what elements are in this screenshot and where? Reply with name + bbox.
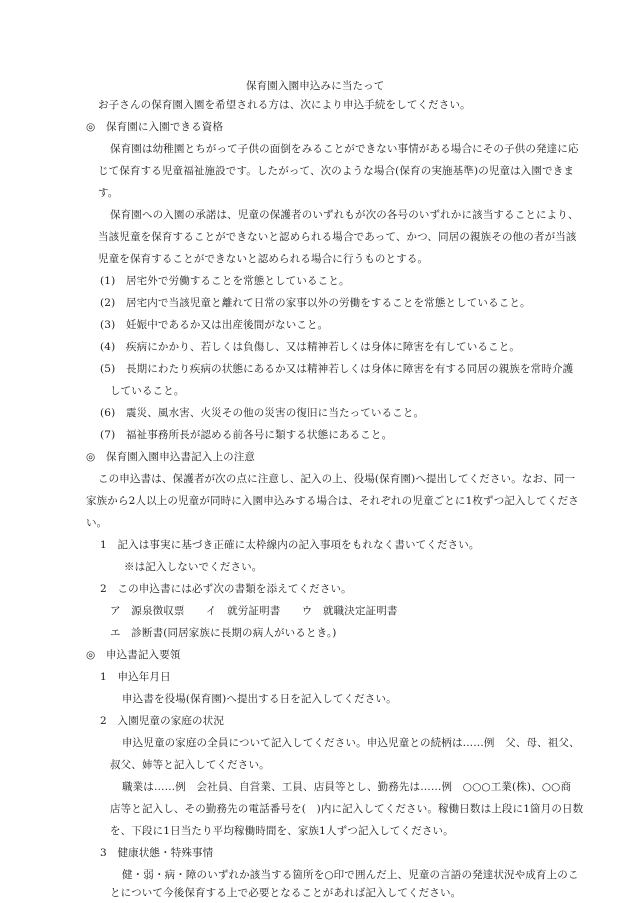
note-item: 2 この申込書には必ず次の書類を添えてください。 — [100, 583, 352, 595]
paragraph-line: じて保育する児童福祉施設です。したがって、次のような場合(保育の実施基準)の児童は入園できま — [98, 165, 575, 177]
note-item: 1 記入は事実に基づき正確に太枠線内の記入事項をもれなく書いてください。 — [100, 539, 480, 551]
list-item-continuation: していること。 — [110, 385, 185, 397]
paragraph-line: い。 — [86, 517, 108, 529]
list-item: (6) 震災、風水害、火災その他の災害の復旧に当たっていること。 — [100, 407, 425, 419]
required-documents-row: エ 診断書(同居家族に長期の病人がいるとき。) — [110, 627, 337, 639]
paragraph-line: 保育園は幼稚園とちがって子供の面倒をみることができない事情がある場合にその子供の発達に応 — [110, 143, 579, 155]
instruction-title: 3 健康状態・特殊事情 — [100, 847, 214, 859]
list-item: (7) 福祉事務所長が認める前各号に類する状態にあること。 — [100, 429, 393, 441]
list-item: (5) 長期にわたり疾病の状態にあるか又は精神若しくは身体に障害を有する同居の親族を常時介護 — [100, 363, 574, 375]
instruction-title: 2 入園児童の家庭の状況 — [100, 715, 224, 727]
page-title: 保育園入園申込みに当たって — [246, 80, 385, 92]
instruction-text: 叔父、姉等と記入してください。 — [110, 759, 270, 771]
instruction-text: 健・弱・病・障のいずれか該当する箇所を○印で囲んだ上、児童の言語の発達状況や成育上のこ — [122, 869, 579, 881]
list-item: (3) 妊娠中であるか又は出産後間がないこと。 — [100, 319, 329, 331]
section-heading-form-notes: ◎ 保育園入園申込書記入上の注意 — [86, 451, 256, 463]
list-item: (1) 居宅外で労働することを常態としていること。 — [100, 275, 350, 287]
list-item: (2) 居宅内で当該児童と離れて日常の家事以外の労働をすることを常態としていること。 — [100, 297, 531, 309]
instruction-text: とについて今後保育する上で必要となることがあれば記入してください。 — [110, 887, 462, 899]
paragraph-line: この申込書は、保護者が次の点に注意し、記入の上、役場(保育園)へ提出してください。なお、同一 — [98, 473, 576, 485]
paragraph-line: す。 — [98, 187, 119, 199]
instruction-text: 申込児童の家庭の全員について記入してください。申込児童との続柄は……例 父、母、祖父、 — [122, 737, 580, 749]
instruction-text: 店等と記入し、その勤務先の電話番号を( )内に記入してください。稼働日数は上段に1箇月の日数 — [110, 803, 584, 815]
paragraph-line: 当該児童を保育することができないと認められる場合であって、かつ、同居の親族その他の者が当該 — [98, 231, 577, 243]
instruction-text: 申込書を役場(保育園)へ提出する日を記入してください。 — [122, 693, 397, 705]
instruction-text: を、下段に1日当たり平均稼働時間を、家族1人ずつ記入してください。 — [110, 825, 454, 837]
intro-text: お子さんの保育園入園を希望される方は、次により申込手続をしてください。 — [98, 99, 471, 111]
note-subitem: ※は記入しないでください。 — [124, 561, 263, 573]
list-item: (4) 疾病にかかり、若しくは負傷し、又は精神若しくは身体に障害を有していること。 — [100, 341, 521, 353]
paragraph-line: 児童を保育することができないと認められる場合に行うものとする。 — [98, 253, 429, 265]
section-heading-eligibility: ◎ 保育園に入園できる資格 — [86, 121, 224, 133]
section-heading-instructions: ◎ 申込書記入要領 — [86, 649, 181, 661]
instruction-title: 1 申込年月日 — [100, 671, 171, 683]
instruction-text: 職業は……例 会社員、自営業、工員、店員等とし、勤務先は……例 ○○○工業(株)、○○商 — [122, 781, 572, 793]
required-documents-row: ア 源泉徴収票 イ 就労証明書 ウ 就職決定証明書 — [110, 605, 398, 617]
paragraph-line: 家族から2人以上の児童が同時に入園申込みする場合は、それぞれの児童ごとに1枚ずつ記入してくださ — [86, 495, 579, 507]
paragraph-line: 保育園への入園の承諾は、児童の保護者のいずれもが次の各号のいずれかに該当することにより、 — [110, 209, 579, 221]
